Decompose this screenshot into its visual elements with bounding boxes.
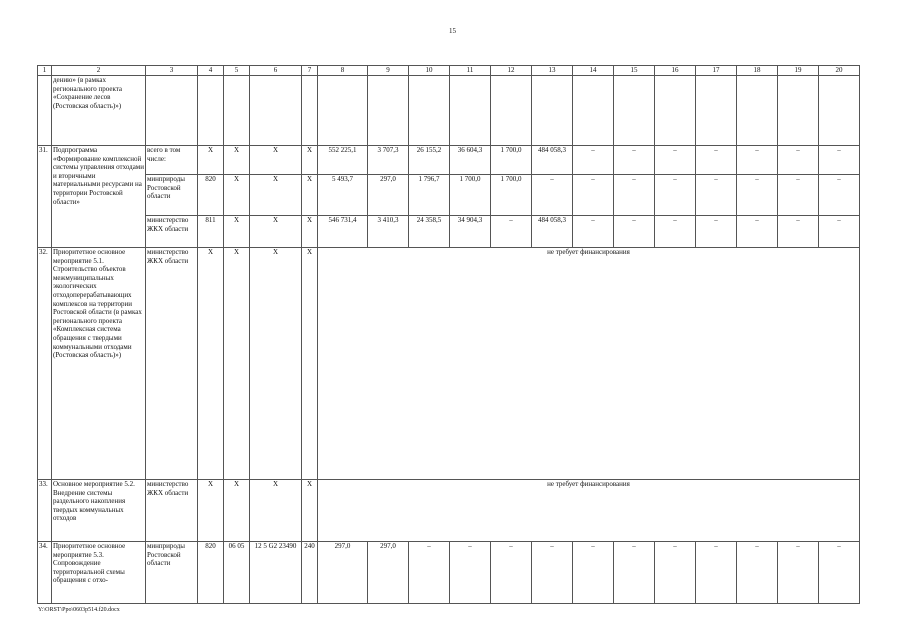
cell: – xyxy=(614,216,655,248)
cell: – xyxy=(778,216,819,248)
col-header: 12 xyxy=(491,66,532,76)
cell: – xyxy=(573,216,614,248)
cell: – xyxy=(737,216,778,248)
executor: министерство ЖКХ области xyxy=(146,216,198,248)
cell: 26 155,2 xyxy=(409,146,450,175)
cell: – xyxy=(819,216,860,248)
row-name: Подпрограмма «Формирование комплексной системы управления отходами и вторичными материальными ресурсами на территории Ростовской области» xyxy=(52,146,146,248)
table-row-31c xyxy=(38,216,860,248)
col-header: 11 xyxy=(450,66,491,76)
cell: 484 058,3 xyxy=(532,146,573,175)
cell: – xyxy=(614,542,655,604)
cell: – xyxy=(491,542,532,604)
cell: 297,0 xyxy=(368,542,409,604)
cell: 24 358,5 xyxy=(409,216,450,248)
page-number: 15 xyxy=(449,27,456,35)
cell: 552 225,1 xyxy=(318,146,368,175)
cell: – xyxy=(737,542,778,604)
cell: 5 493,7 xyxy=(318,175,368,216)
cell: 3 410,3 xyxy=(368,216,409,248)
executor: всего в том числе: xyxy=(146,146,198,175)
row-number: 34. xyxy=(38,542,52,604)
row-name: Приоритетное основное мероприятие 5.1. Строительство объектов межмуниципальных экологических отходоперерабатывающих комплексов на территории Ростовской области (в рамках регионального проекта «Комплексная система обращения с твердыми коммунальными отходами (Ростовская область)») xyxy=(52,248,146,480)
cell: – xyxy=(450,542,491,604)
cell: – xyxy=(778,542,819,604)
cell: – xyxy=(655,542,696,604)
cell: X xyxy=(250,480,302,542)
cell: – xyxy=(655,146,696,175)
cell: X xyxy=(198,248,224,480)
cell: – xyxy=(614,146,655,175)
table-row-32 xyxy=(38,248,860,480)
cell: X xyxy=(250,175,302,216)
cell: – xyxy=(655,175,696,216)
cell: – xyxy=(491,216,532,248)
cell: 1 796,7 xyxy=(409,175,450,216)
no-financing-note: не требует финансирования xyxy=(318,480,860,542)
table-row-33 xyxy=(38,480,860,542)
cell: 1 700,0 xyxy=(450,175,491,216)
cell: X xyxy=(302,480,318,542)
cell: 297,0 xyxy=(368,175,409,216)
cell: X xyxy=(250,248,302,480)
cell: 36 604,3 xyxy=(450,146,491,175)
cell: X xyxy=(302,216,318,248)
table-row-continuation xyxy=(38,76,860,146)
file-path-footer: Y:\ORST\Ppo\0603p514.f20.docx xyxy=(38,607,120,613)
col-header: 14 xyxy=(573,66,614,76)
cell: 06 05 xyxy=(224,542,250,604)
cell: X xyxy=(198,480,224,542)
cell: – xyxy=(532,175,573,216)
row-name: Основное мероприятие 5.2. Внедрение системы раздельного накопления твердых коммунальных отходов xyxy=(52,480,146,542)
cell: – xyxy=(696,175,737,216)
budget-table xyxy=(37,65,860,604)
cell: – xyxy=(614,175,655,216)
col-header: 2 xyxy=(52,66,146,76)
executor: министерство ЖКХ области xyxy=(146,480,198,542)
col-header: 17 xyxy=(696,66,737,76)
row-number: 32. xyxy=(38,248,52,480)
col-header: 16 xyxy=(655,66,696,76)
cell: X xyxy=(198,146,224,175)
col-header: 15 xyxy=(614,66,655,76)
table-row-31a xyxy=(38,146,860,175)
cell: X xyxy=(250,216,302,248)
cell: – xyxy=(778,175,819,216)
row-number: 31. xyxy=(38,146,52,248)
col-header: 1 xyxy=(38,66,52,76)
cell: 297,0 xyxy=(318,542,368,604)
cell: – xyxy=(532,542,573,604)
cell: 820 xyxy=(198,175,224,216)
row-name: дению» (в рамках регионального проекта «Сохранение лесов (Ростовская область)») xyxy=(52,76,146,146)
cell: 3 707,3 xyxy=(368,146,409,175)
cell: 484 058,3 xyxy=(532,216,573,248)
header-row xyxy=(38,66,860,76)
cell: – xyxy=(573,146,614,175)
cell: – xyxy=(696,146,737,175)
cell: – xyxy=(819,146,860,175)
cell: 820 xyxy=(198,542,224,604)
cell: 1 700,0 xyxy=(491,175,532,216)
cell: 12 5 G2 23490 xyxy=(250,542,302,604)
col-header: 7 xyxy=(302,66,318,76)
cell: – xyxy=(409,542,450,604)
cell: – xyxy=(778,146,819,175)
cell: – xyxy=(573,175,614,216)
cell: X xyxy=(302,146,318,175)
col-header: 3 xyxy=(146,66,198,76)
col-header: 6 xyxy=(250,66,302,76)
col-header: 18 xyxy=(737,66,778,76)
cell: – xyxy=(819,542,860,604)
cell: 1 700,0 xyxy=(491,146,532,175)
cell: – xyxy=(573,542,614,604)
cell: X xyxy=(224,146,250,175)
col-header: 10 xyxy=(409,66,450,76)
cell: 34 904,3 xyxy=(450,216,491,248)
cell: – xyxy=(737,175,778,216)
cell: – xyxy=(696,216,737,248)
executor: министерство ЖКХ области xyxy=(146,248,198,480)
cell: – xyxy=(737,146,778,175)
executor: минприроды Ростовской области xyxy=(146,175,198,216)
col-header: 20 xyxy=(819,66,860,76)
cell: 546 731,4 xyxy=(318,216,368,248)
table-row-31b xyxy=(38,175,860,216)
cell: 811 xyxy=(198,216,224,248)
table-row-34 xyxy=(38,542,860,604)
cell: 240 xyxy=(302,542,318,604)
col-header: 5 xyxy=(224,66,250,76)
cell: X xyxy=(224,248,250,480)
cell: X xyxy=(302,248,318,480)
cell: X xyxy=(224,216,250,248)
cell: X xyxy=(302,175,318,216)
executor: минприроды Ростовской области xyxy=(146,542,198,604)
cell: X xyxy=(224,480,250,542)
row-name: Приоритетное основное мероприятие 5.3. Сопровождение территориальной схемы обращения с отхо- xyxy=(52,542,146,604)
cell: X xyxy=(250,146,302,175)
col-header: 19 xyxy=(778,66,819,76)
cell: – xyxy=(819,175,860,216)
col-header: 4 xyxy=(198,66,224,76)
col-header: 9 xyxy=(368,66,409,76)
col-header: 8 xyxy=(318,66,368,76)
cell: – xyxy=(696,542,737,604)
col-header: 13 xyxy=(532,66,573,76)
no-financing-note: не требует финансирования xyxy=(318,248,860,480)
row-number: 33. xyxy=(38,480,52,542)
cell: – xyxy=(655,216,696,248)
cell: X xyxy=(224,175,250,216)
